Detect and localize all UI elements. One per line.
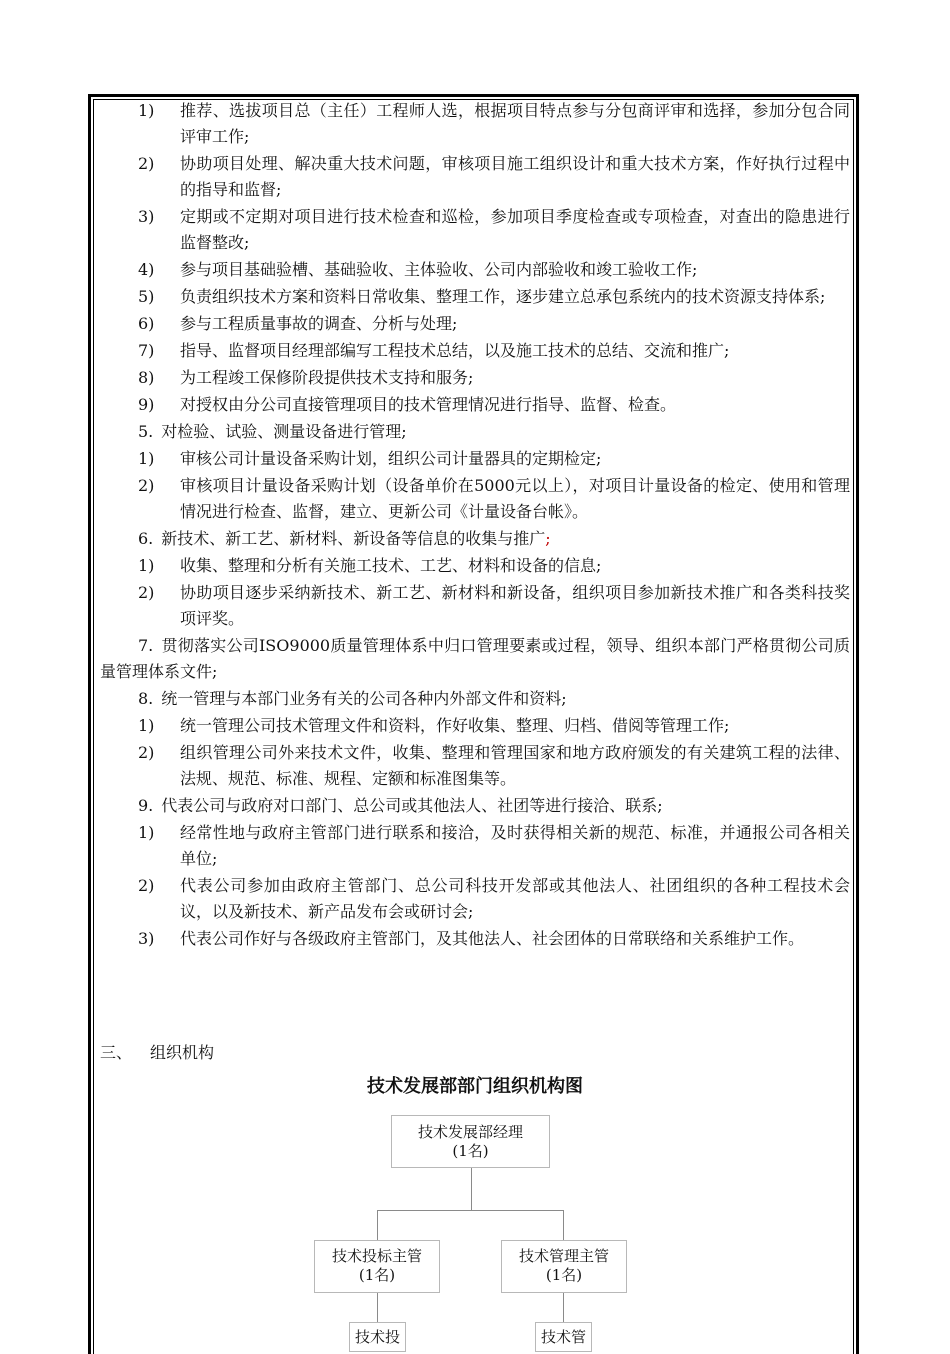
item-text: 收集、整理和分析有关施工技术、工艺、材料和设备的信息; bbox=[180, 556, 602, 575]
item-number: 2) bbox=[138, 743, 155, 762]
org-box-manager bbox=[391, 1115, 550, 1168]
org-box-tech-staff bbox=[535, 1322, 592, 1352]
section-title: 组织机构 bbox=[150, 1043, 215, 1062]
item-text: 负责组织技术方案和资料日常收集、整理工作，逐步建立总承包系统内的技术资源支持体系; bbox=[180, 287, 826, 306]
item-text: 审核公司计量设备采购计划，组织公司计量器具的定期检定; bbox=[180, 449, 602, 468]
org-box-tech-staff-name: 技术管 bbox=[540, 1328, 586, 1346]
item-number: 1) bbox=[138, 101, 155, 120]
item-number: 3) bbox=[138, 207, 155, 226]
org-box-tech-supervisor-count: (1名) bbox=[545, 1266, 583, 1284]
org-box-bid-supervisor bbox=[314, 1240, 440, 1293]
list-item bbox=[100, 713, 850, 739]
org-box-manager-name: 技术发展部经理 bbox=[417, 1123, 523, 1141]
list-item bbox=[100, 311, 850, 337]
item-text: 经常性地与政府主管部门进行联系和接洽，及时获得相关新的规范、标准，并通报公司各相关单位; bbox=[180, 823, 850, 868]
item-number: 1) bbox=[138, 716, 155, 735]
item-text: 代表公司参加由政府主管部门、总公司科技开发部或其他法人、社团组织的各种工程技术会议，以及新技术、新产品发布会或研讨会; bbox=[180, 876, 850, 921]
org-box-bid-staff bbox=[349, 1322, 406, 1352]
item-number: 1) bbox=[138, 823, 155, 842]
org-chart-title: 技术发展部部门组织机构图 bbox=[367, 1076, 583, 1097]
org-box-bid-staff-name: 技术投 bbox=[354, 1328, 400, 1346]
item-number: 6. bbox=[138, 529, 154, 548]
list-item bbox=[100, 820, 850, 872]
section-heading bbox=[100, 1040, 214, 1063]
item-number: 6) bbox=[138, 314, 155, 333]
section-item bbox=[100, 686, 850, 712]
connector-left-vertical bbox=[377, 1210, 378, 1240]
item-number: 9) bbox=[138, 395, 155, 414]
section-item bbox=[100, 419, 850, 445]
list-item bbox=[100, 338, 850, 364]
item-text: 为工程竣工保修阶段提供技术支持和服务; bbox=[180, 368, 474, 387]
item-number: 1) bbox=[138, 556, 155, 575]
list-item bbox=[100, 284, 850, 310]
item-text: 指导、监督项目经理部编写工程技术总结，以及施工技术的总结、交流和推广; bbox=[180, 341, 730, 360]
list-item bbox=[100, 392, 850, 418]
connector-top-vertical bbox=[471, 1167, 472, 1210]
item-number: 8) bbox=[138, 368, 155, 387]
section-item bbox=[100, 526, 850, 552]
item-text: 协助项目处理、解决重大技术问题，审核项目施工组织设计和重大技术方案，作好执行过程中的指导和监督; bbox=[180, 154, 850, 199]
item-tail: ; bbox=[545, 529, 551, 548]
item-text: 代表公司作好与各级政府主管部门，及其他法人、社会团体的日常联络和关系维护工作。 bbox=[180, 929, 805, 948]
org-box-bid-supervisor-name: 技术投标主管 bbox=[331, 1247, 422, 1265]
list-item bbox=[100, 257, 850, 283]
list-item bbox=[100, 365, 850, 391]
item-text: 对检验、试验、测量设备进行管理; bbox=[161, 422, 407, 441]
org-box-bid-supervisor-count: (1名) bbox=[358, 1266, 396, 1284]
item-text: 审核项目计量设备采购计划（设备单价在5000元以上），对项目计量设备的检定、使用和管理情况进行检查、监督，建立、更新公司《计量设备台帐》。 bbox=[180, 476, 850, 521]
list-item bbox=[100, 926, 850, 952]
section-number: 三、 bbox=[100, 1043, 133, 1062]
item-number: 2) bbox=[138, 583, 155, 602]
item-number: 7) bbox=[138, 341, 155, 360]
item-text: 统一管理公司技术管理文件和资料，作好收集、整理、归档、借阅等管理工作; bbox=[180, 716, 730, 735]
item-text: 推荐、选拔项目总（主任）工程师人选，根据项目特点参与分包商评审和选择，参加分包合同评审工作; bbox=[180, 101, 850, 146]
item-number: 5. bbox=[138, 422, 154, 441]
item-number: 1) bbox=[138, 449, 155, 468]
item-number: 3) bbox=[138, 929, 155, 948]
item-text: 贯彻落实公司ISO9000质量管理体系中归口管理要素或过程，领导、组织本部门严格贯彻公司质量管理体系文件; bbox=[100, 636, 850, 681]
list-item bbox=[100, 98, 850, 150]
item-text: 组织管理公司外来技术文件，收集、整理和管理国家和地方政府颁发的有关建筑工程的法律、法规、规范、标准、规程、定额和标准图集等。 bbox=[180, 743, 850, 788]
item-number: 2) bbox=[138, 476, 155, 495]
item-text: 参与工程质量事故的调查、分析与处理; bbox=[180, 314, 458, 333]
connector-left-child bbox=[377, 1292, 378, 1322]
item-number: 5) bbox=[138, 287, 155, 306]
item-number: 2) bbox=[138, 876, 155, 895]
org-box-tech-supervisor bbox=[501, 1240, 627, 1293]
item-number: 9. bbox=[138, 796, 154, 815]
list-item bbox=[100, 151, 850, 203]
list-item bbox=[100, 873, 850, 925]
item-number: 7. bbox=[138, 636, 154, 655]
item-number: 2) bbox=[138, 154, 155, 173]
list-item bbox=[100, 204, 850, 256]
list-item bbox=[100, 446, 850, 472]
list-item bbox=[100, 473, 850, 525]
list-item bbox=[100, 553, 850, 579]
connector-right-vertical bbox=[563, 1210, 564, 1240]
org-box-manager-count: (1名) bbox=[452, 1142, 489, 1160]
connector-right-child bbox=[563, 1292, 564, 1322]
item-text: 参与项目基础验槽、基础验收、主体验收、公司内部验收和竣工验收工作; bbox=[180, 260, 698, 279]
section-item bbox=[100, 633, 850, 685]
item-text: 对授权由分公司直接管理项目的技术管理情况进行指导、监督、检查。 bbox=[180, 395, 677, 414]
item-text: 新技术、新工艺、新材料、新设备等信息的收集与推广 bbox=[161, 529, 546, 548]
item-text: 代表公司与政府对口部门、总公司或其他法人、社团等进行接洽、联系; bbox=[161, 796, 663, 815]
list-item bbox=[100, 740, 850, 792]
item-number: 8. bbox=[138, 689, 154, 708]
item-text: 统一管理与本部门业务有关的公司各种内外部文件和资料; bbox=[161, 689, 567, 708]
connector-horizontal bbox=[377, 1210, 564, 1211]
item-text: 定期或不定期对项目进行技术检查和巡检，参加项目季度检查或专项检查，对查出的隐患进行监督整改; bbox=[180, 207, 850, 252]
duty-list bbox=[100, 98, 850, 953]
item-number: 4) bbox=[138, 260, 155, 279]
org-box-tech-supervisor-name: 技术管理主管 bbox=[518, 1247, 609, 1265]
list-item bbox=[100, 580, 850, 632]
section-item bbox=[100, 793, 850, 819]
item-text: 协助项目逐步采纳新技术、新工艺、新材料和新设备，组织项目参加新技术推广和各类科技奖项评奖。 bbox=[180, 583, 850, 628]
